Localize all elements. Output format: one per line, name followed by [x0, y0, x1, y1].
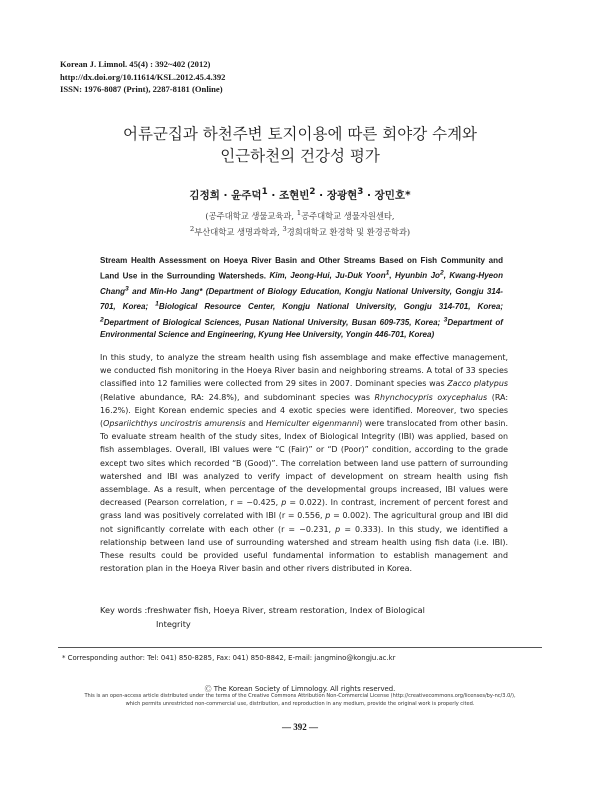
abstract-text: = 0.002). The agricultural group and IBI did not significantly correlate with each other (r = −0.231,	[100, 511, 508, 534]
author-text: · 장민호*	[363, 189, 411, 202]
issn: ISSN: 1976-8087 (Print), 2287-8181 (Online)	[60, 84, 223, 95]
license-line-1: This is an open-access article distributed under the terms of the Creative Commons Attribution Non-Commercial License (http://creativecommons.org/licenses/by-nc/3.0/),	[84, 693, 516, 699]
affiliation-sup: 2	[189, 224, 195, 233]
english-sup: 3	[443, 315, 448, 323]
abstract-text: In this study, to analyze the stream health using fish assemblage and make effective management, we conducted fish monitoring in the Hoeya River basin and neighboring streams. A total of 33 species classified into 12 families were collected from 29 sites in 2007. Dominant species was	[100, 353, 508, 389]
author-sup: 3	[357, 187, 364, 197]
abstract-text: (Relative abundance, RA: 24.8%), and subdominant species was	[100, 392, 375, 402]
affiliation-text: 경희대학교 환경학 및 환경공학과)	[286, 226, 411, 237]
footnote-divider	[58, 647, 542, 648]
species-name: Hemiculter eigenmanni	[265, 419, 360, 429]
doi-link[interactable]: http://dx.doi.org/10.11614/KSL.2012.45.4.392	[60, 71, 226, 82]
english-title-block	[100, 255, 503, 342]
keywords-text: freshwater fish, Hoeya River, stream restoration, Index of Biological	[147, 605, 425, 615]
abstract-text: = 0.022). In contrast, increment of percent forest and grass land was positively correlated with IBI (r = 0.556,	[100, 498, 508, 521]
abstract-text: (RA: 16.2%). Eight Korean endemic species and 4 exotic species were identified. Moreover, two species (	[100, 392, 509, 429]
author-sup: 1	[261, 187, 268, 197]
journal-header	[60, 58, 225, 96]
corresponding-author-footnote: * Corresponding author: Tel: 041) 850-8285, Fax: 041) 850-8842, E-mail: jangmino@kongju.ac.kr	[62, 654, 396, 662]
korean-title	[0, 124, 600, 167]
abstract-text: = 0.333). In this study, we identified a relationship between land use of surrounding watershed and stream health using fish data (i.e. IBI). These results could be provided useful fundamental information to establish management and restoration plan in the Hoeya River basin and other rivers distributed in Korea.	[100, 524, 508, 574]
journal-citation: Korean J. Limnol. 45(4) : 392~402 (2012)	[60, 59, 211, 69]
keywords-line-2: Integrity	[156, 618, 191, 629]
affiliation-line-1	[0, 207, 600, 223]
author-text: · 장광현	[315, 189, 358, 202]
page-number: — 392 —	[282, 722, 318, 732]
abstract-text: and	[245, 419, 266, 429]
english-affiliation: Department of Biological Sciences, Pusan National University, Busan 609-735, Korea;	[103, 317, 444, 327]
copyright-notice: Ⓒ The Korean Society of Limnology. All rights reserved.	[204, 685, 396, 693]
korean-authors	[0, 187, 600, 203]
p-value-symbol: p	[335, 524, 341, 534]
english-sup: 1	[385, 269, 390, 277]
english-authors: and Min-Ho Jang* (Department of Biology Education, Kongju National University, Gongju 314-701, Korea;	[100, 286, 503, 312]
english-authors: , Kwang-Hyeon Chang	[100, 271, 503, 296]
english-authors: , Hyunbin Jo	[389, 271, 440, 281]
affiliation-text: 부산대학교 생명과학과,	[194, 226, 283, 237]
affiliation-text: 공주대학교 생물자원센타,	[301, 210, 395, 221]
p-value-symbol: p	[281, 498, 287, 508]
license-line-2: which permits unrestricted non-commercial use, distribution, and reproduction in any medium, provide the original work is properly cited.	[125, 700, 475, 707]
affiliation-text: (공주대학교 생물교육과,	[205, 210, 297, 221]
author-text: 김정희 · 윤주덕	[189, 189, 262, 202]
species-name: Opsariichthys uncirostris amurensis	[103, 419, 246, 429]
keywords-line-1	[100, 604, 508, 618]
english-sup: 2	[439, 269, 444, 277]
species-name: Zacco platypus	[447, 379, 509, 389]
species-name: Rhynchocypris oxycephalus	[374, 392, 488, 402]
english-authors: Kim, Jeong-Hui, Ju-Duk Yoon	[266, 271, 386, 281]
korean-affiliations	[0, 207, 600, 239]
keywords	[100, 604, 508, 631]
author-sup: 2	[309, 187, 316, 197]
english-affiliation: Department of Environmental Science and Engineering, Kyung Hee University, Yongin 446-701, Korea)	[100, 317, 503, 340]
abstract	[100, 351, 508, 575]
affiliation-line-2	[0, 223, 600, 239]
p-value-symbol: p	[325, 511, 331, 521]
affiliation-sup: 1	[296, 209, 302, 217]
korean-title-line-1: 어류군집과 하천주변 토지이용에 따른 회야강 수계와	[122, 125, 478, 143]
korean-title-line-2: 인근하천의 건강성 평가	[220, 146, 380, 165]
english-sup: 1	[155, 300, 159, 308]
affiliation-sup: 3	[282, 224, 287, 233]
abstract-text: ) were translocated from other basin. To evaluate stream health of the study sites, Index of Biological Integrity (IBI) was applied, based on fish assemblages. Overall, IBI values were “C (Fair)” or “D (Poor)” condition, according to the grade except two sites which recorded “B (Good)”. The correlation between land use pattern of surrounding watershed and IBI was analyzed to verify impact of development on stream health using fish assemblage. As a result, when percentage of the developmental groups increased, IBI values were decreased (Pearson correlation, r = −0.425,	[100, 419, 508, 508]
english-sup: 2	[100, 315, 104, 323]
english-title: Stream Health Assessment on Hoeya River Basin and Other Streams Based on Fish Community and Land Use in the Surrounding Watersheds.	[100, 256, 503, 281]
license-notice	[0, 693, 600, 708]
author-text: · 조현빈	[267, 189, 310, 202]
english-affiliation: Biological Resource Center, Kongju National University, Gongju 314-701, Korea;	[158, 302, 503, 312]
keywords-label: Key words :	[100, 605, 148, 615]
english-sup: 3	[125, 285, 129, 293]
